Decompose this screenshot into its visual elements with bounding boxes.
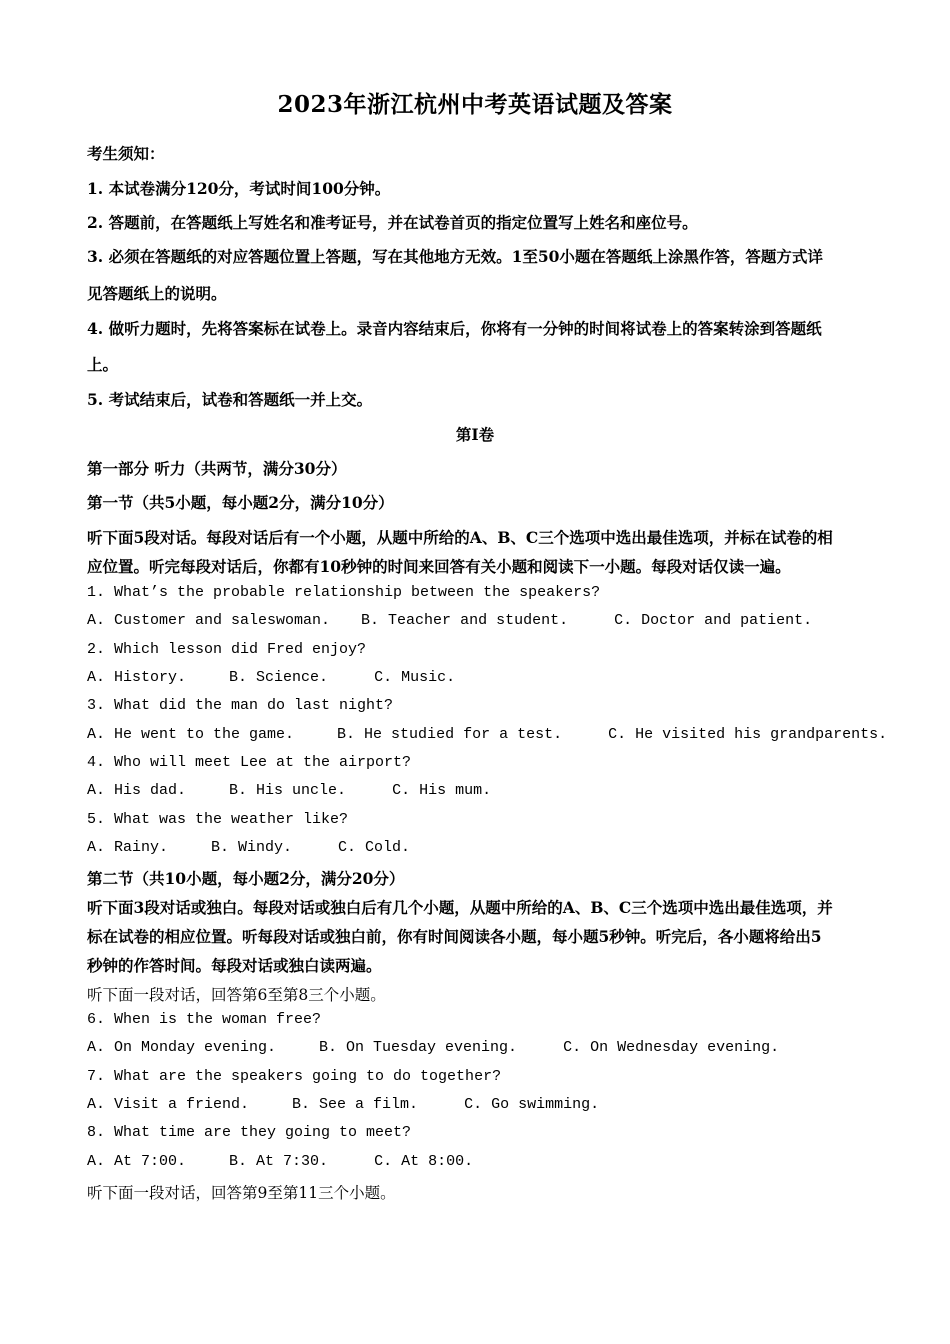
notice-item: 4. 做听力题时，先将答案标在试卷上。录音内容结束后，你将有一分钟的时间将试卷上的答案转涂到答题纸 (87, 319, 822, 338)
question: 6. When is the woman free? (87, 1011, 322, 1028)
section-heading: 第二节（共10小题，每小题2分，满分20分） (87, 869, 405, 888)
notice-item: 5. 考试结束后，试卷和答题纸一并上交。 (87, 390, 373, 409)
option-b: B. Teacher and student. (361, 612, 569, 629)
notice-item: 见答题纸上的说明。 (87, 284, 227, 303)
options-row (87, 839, 410, 856)
option-c: C. Cold. (338, 839, 411, 856)
option-c: C. Doctor and patient. (614, 612, 813, 629)
option-a: A. Visit a friend. (87, 1096, 250, 1113)
option-a: A. He went to the game. (87, 726, 295, 743)
question: 2. Which lesson did Fred enjoy? (87, 641, 367, 658)
dialog-intro: 听下面一段对话，回答第6至第8三个小题。 (87, 986, 386, 1004)
notice-item: 1. 本试卷满分120分，考试时间100分钟。 (87, 179, 391, 198)
options-row (87, 1039, 779, 1056)
section-instructions: 应位置。听完每段对话后，你都有10秒钟的时间来回答有关小题和阅读下一小题。每段对话仅读一遍。 (87, 557, 791, 576)
notice-heading: 考生须知： (87, 144, 165, 163)
section-instructions: 秒钟的作答时间。每段对话或独白读两遍。 (87, 956, 382, 975)
section-instructions: 标在试卷的相应位置。听每段对话或独白前，你有时间阅读各小题，每小题5秒钟。听完后，各小题将给出5 (87, 927, 822, 946)
option-a: A. Rainy. (87, 839, 169, 856)
dialog-intro: 听下面一段对话，回答第9至第11三个小题。 (87, 1184, 396, 1202)
option-c: C. He visited his grandparents. (608, 726, 888, 743)
option-c: C. On Wednesday evening. (563, 1039, 780, 1056)
options-row (87, 612, 812, 629)
option-a: A. At 7:00. (87, 1153, 187, 1170)
notice-item: 2. 答题前，在答题纸上写姓名和准考证号，并在试卷首页的指定位置写上姓名和座位号。 (87, 213, 698, 232)
question: 7. What are the speakers going to do together? (87, 1068, 502, 1085)
option-c: C. Music. (374, 669, 456, 686)
question: 5. What was the weather like? (87, 811, 349, 828)
options-row (87, 726, 887, 743)
options-row (87, 1096, 599, 1113)
section-heading: 第一节（共5小题，每小题2分，满分10分） (87, 493, 394, 512)
question: 3. What did the man do last night? (87, 697, 394, 714)
question: 4. Who will meet Lee at the airport? (87, 754, 412, 771)
page-title: 2023年浙江杭州中考英语试题及答案 (277, 91, 673, 118)
section-instructions: 听下面3段对话或独白。每段对话或独白后有几个小题，从题中所给的A、B、C三个选项中选出最佳选项，并 (87, 898, 833, 917)
option-c: C. His mum. (392, 782, 492, 799)
option-a: A. His dad. (87, 782, 187, 799)
question: 1. What’s the probable relationship between the speakers? (87, 584, 601, 601)
options-row (87, 669, 455, 686)
option-b: B. Windy. (211, 839, 293, 856)
part-heading: 第一部分 听力（共两节，满分30分） (87, 459, 347, 478)
volume-heading: 第Ⅰ卷 (455, 425, 495, 444)
option-b: B. Science. (229, 669, 329, 686)
option-c: C. At 8:00. (374, 1153, 474, 1170)
option-b: B. On Tuesday evening. (319, 1039, 518, 1056)
option-c: C. Go swimming. (464, 1096, 600, 1113)
notice-item: 上。 (87, 355, 119, 374)
question: 8. What time are they going to meet? (87, 1124, 412, 1141)
option-a: A. On Monday evening. (87, 1039, 277, 1056)
option-b: B. At 7:30. (229, 1153, 329, 1170)
notice-item: 3. 必须在答题纸的对应答题位置上答题，写在其他地方无效。1至50小题在答题纸上涂黑作答，答题方式详 (87, 247, 823, 266)
option-b: B. His uncle. (229, 782, 347, 799)
options-row (87, 1153, 473, 1170)
section-instructions: 听下面5段对话。每段对话后有一个小题，从题中所给的A、B、C三个选项中选出最佳选项，并标在试卷的相 (87, 528, 833, 547)
option-b: B. See a film. (292, 1096, 419, 1113)
option-a: A. History. (87, 669, 187, 686)
option-b: B. He studied for a test. (337, 726, 563, 743)
option-a: A. Customer and saleswoman. (87, 612, 331, 629)
options-row (87, 782, 491, 799)
